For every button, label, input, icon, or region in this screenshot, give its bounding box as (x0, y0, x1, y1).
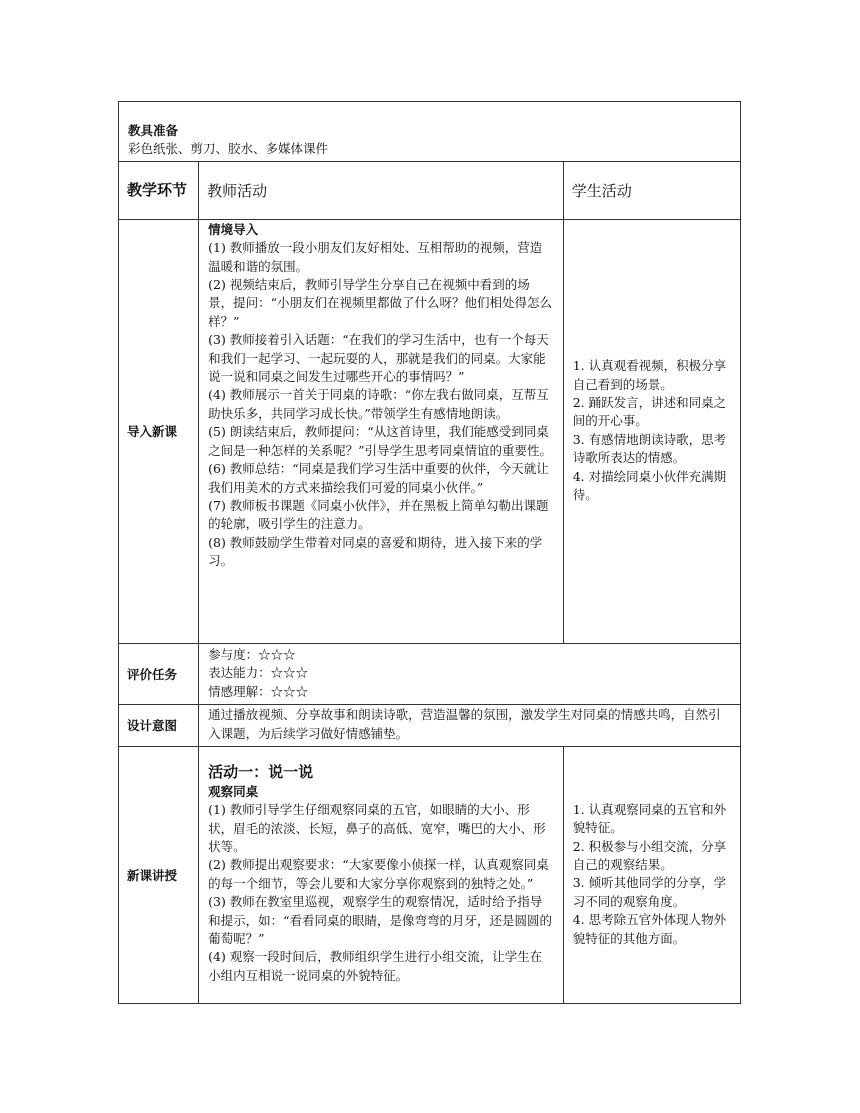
intro-teacher-cell (199, 219, 564, 643)
new-lesson-label: 新课讲授 (119, 746, 199, 1003)
intro-label: 导入新课 (119, 219, 199, 643)
intro-teacher-step: (4) 教师展示一首关于同桌的诗歌：“你左我右做同桌，互帮互助快乐多，共同学习成长快。”带领学生有感情地朗读。 (208, 387, 549, 421)
intro-teacher-step: (7) 教师板书课题《同桌小伙伴》，并在黑板上简单勾勒出课题的轮廓，吸引学生的注意力。 (208, 497, 549, 532)
intro-student-item: 2. 踊跃发言，讲述和同桌之间的开心事。 (572, 395, 727, 429)
new-lesson-student-cell (563, 746, 740, 1003)
evaluation-item: 表达能力：☆☆☆ (208, 665, 309, 681)
evaluation-item: 情感理解：☆☆☆ (208, 683, 309, 699)
intro-teacher-step: (5) 朗读结束后，教师提问：“从这首诗里，我们能感受到同桌之间是一种怎样的关系呢？”引导学生思考同桌情谊的重要性。 (208, 424, 553, 458)
new-lesson-teacher-step: (3) 教师在教室里巡视，观察学生的观察情况，适时给予指导和提示，如：“看看同桌的眼睛，是像弯弯的月牙，还是圆圆的葡萄呢？” (208, 894, 553, 947)
lesson-plan-page (118, 101, 741, 1004)
intro-student-item: 3. 有感情地朗读诗歌，思考诗歌所表达的情感。 (572, 431, 727, 466)
header-row (119, 161, 741, 219)
intro-section-title: 情境导入 (208, 221, 259, 237)
header-col-student: 学生活动 (563, 161, 740, 219)
design-content: 通过播放视频、分享故事和朗读诗歌，营造温馨的氛围，激发学生对同桌的情感共鸣，自然引入课题，为后续学习做好情感铺垫。 (199, 704, 741, 746)
materials-content: 彩色纸张、剪刀、胶水、多媒体课件 (128, 141, 329, 157)
intro-student-item: 4. 对描绘同桌小伙伴充满期待。 (572, 468, 727, 503)
new-lesson-student-item: 4. 思考除五官外体现人物外貌特征的其他方面。 (572, 912, 727, 946)
new-lesson-teacher-step: (1) 教师引导学生仔细观察同桌的五官，如眼睛的大小、形状，眉毛的浓淡、长短，鼻子的高低、宽窄，嘴巴的大小、形状等。 (208, 802, 546, 855)
new-lesson-section-title: 观察同桌 (208, 783, 259, 799)
new-lesson-student-item: 1. 认真观察同桌的五官和外貌特征。 (572, 801, 727, 836)
new-lesson-row (119, 746, 741, 1003)
new-lesson-teacher-cell (199, 746, 564, 1003)
activity-title: 活动一：说一说 (208, 762, 314, 781)
evaluation-item: 参与度：☆☆☆ (208, 646, 296, 662)
intro-teacher-step: (3) 教师接着引入话题：“在我们的学习生活中，也有一个每天和我们一起学习、一起玩耍的人，那就是我们的同桌。大家能说一说和同桌之间发生过哪些开心的事情吗？” (208, 332, 549, 385)
materials-row (119, 102, 741, 162)
intro-teacher-step: (8) 教师鼓励学生带着对同桌的喜爱和期待，进入接下来的学习。 (208, 534, 543, 569)
header-col-teacher: 教师活动 (199, 161, 564, 219)
new-lesson-teacher-step: (2) 教师提出观察要求：“大家要像小侦探一样，认真观察同桌的每一个细节，等会儿要和大家分享你观察到的独特之处。” (208, 857, 549, 891)
new-lesson-student-item: 2. 积极参与小组交流，分享自己的观察结果。 (572, 838, 727, 872)
materials-cell (119, 102, 741, 162)
evaluation-row (119, 643, 741, 704)
new-lesson-student-item: 3. 倾听其他同学的分享，学习不同的观察角度。 (572, 875, 727, 909)
intro-teacher-step: (2) 视频结束后，教师引导学生分享自己在视频中看到的场景，提问：“小朋友们在视频里都做了什么呀？他们相处得怎么样？” (208, 277, 553, 329)
header-col-stage: 教学环节 (119, 161, 199, 219)
new-lesson-teacher-step: (4) 观察一段时间后，教师组织学生进行小组交流，让学生在小组内互相说一说同桌的外貌特征。 (208, 949, 543, 983)
intro-teacher-step: (6) 教师总结：“同桌是我们学习生活中重要的伙伴，今天就让我们用美术的方式来描绘我们可爱的同桌小伙伴。” (208, 461, 549, 495)
intro-row (119, 219, 741, 643)
evaluation-label: 评价任务 (119, 643, 199, 704)
materials-title: 教具准备 (128, 123, 179, 138)
lesson-plan-table (118, 101, 741, 1004)
intro-student-cell (563, 219, 740, 643)
design-label: 设计意图 (119, 704, 199, 746)
design-row (119, 704, 741, 746)
evaluation-cell (199, 643, 741, 704)
intro-student-item: 1. 认真观看视频，积极分享自己看到的场景。 (572, 358, 727, 392)
intro-teacher-step: (1) 教师播放一段小朋友们友好相处、互相帮助的视频，营造温暖和谐的氛围。 (208, 240, 543, 274)
